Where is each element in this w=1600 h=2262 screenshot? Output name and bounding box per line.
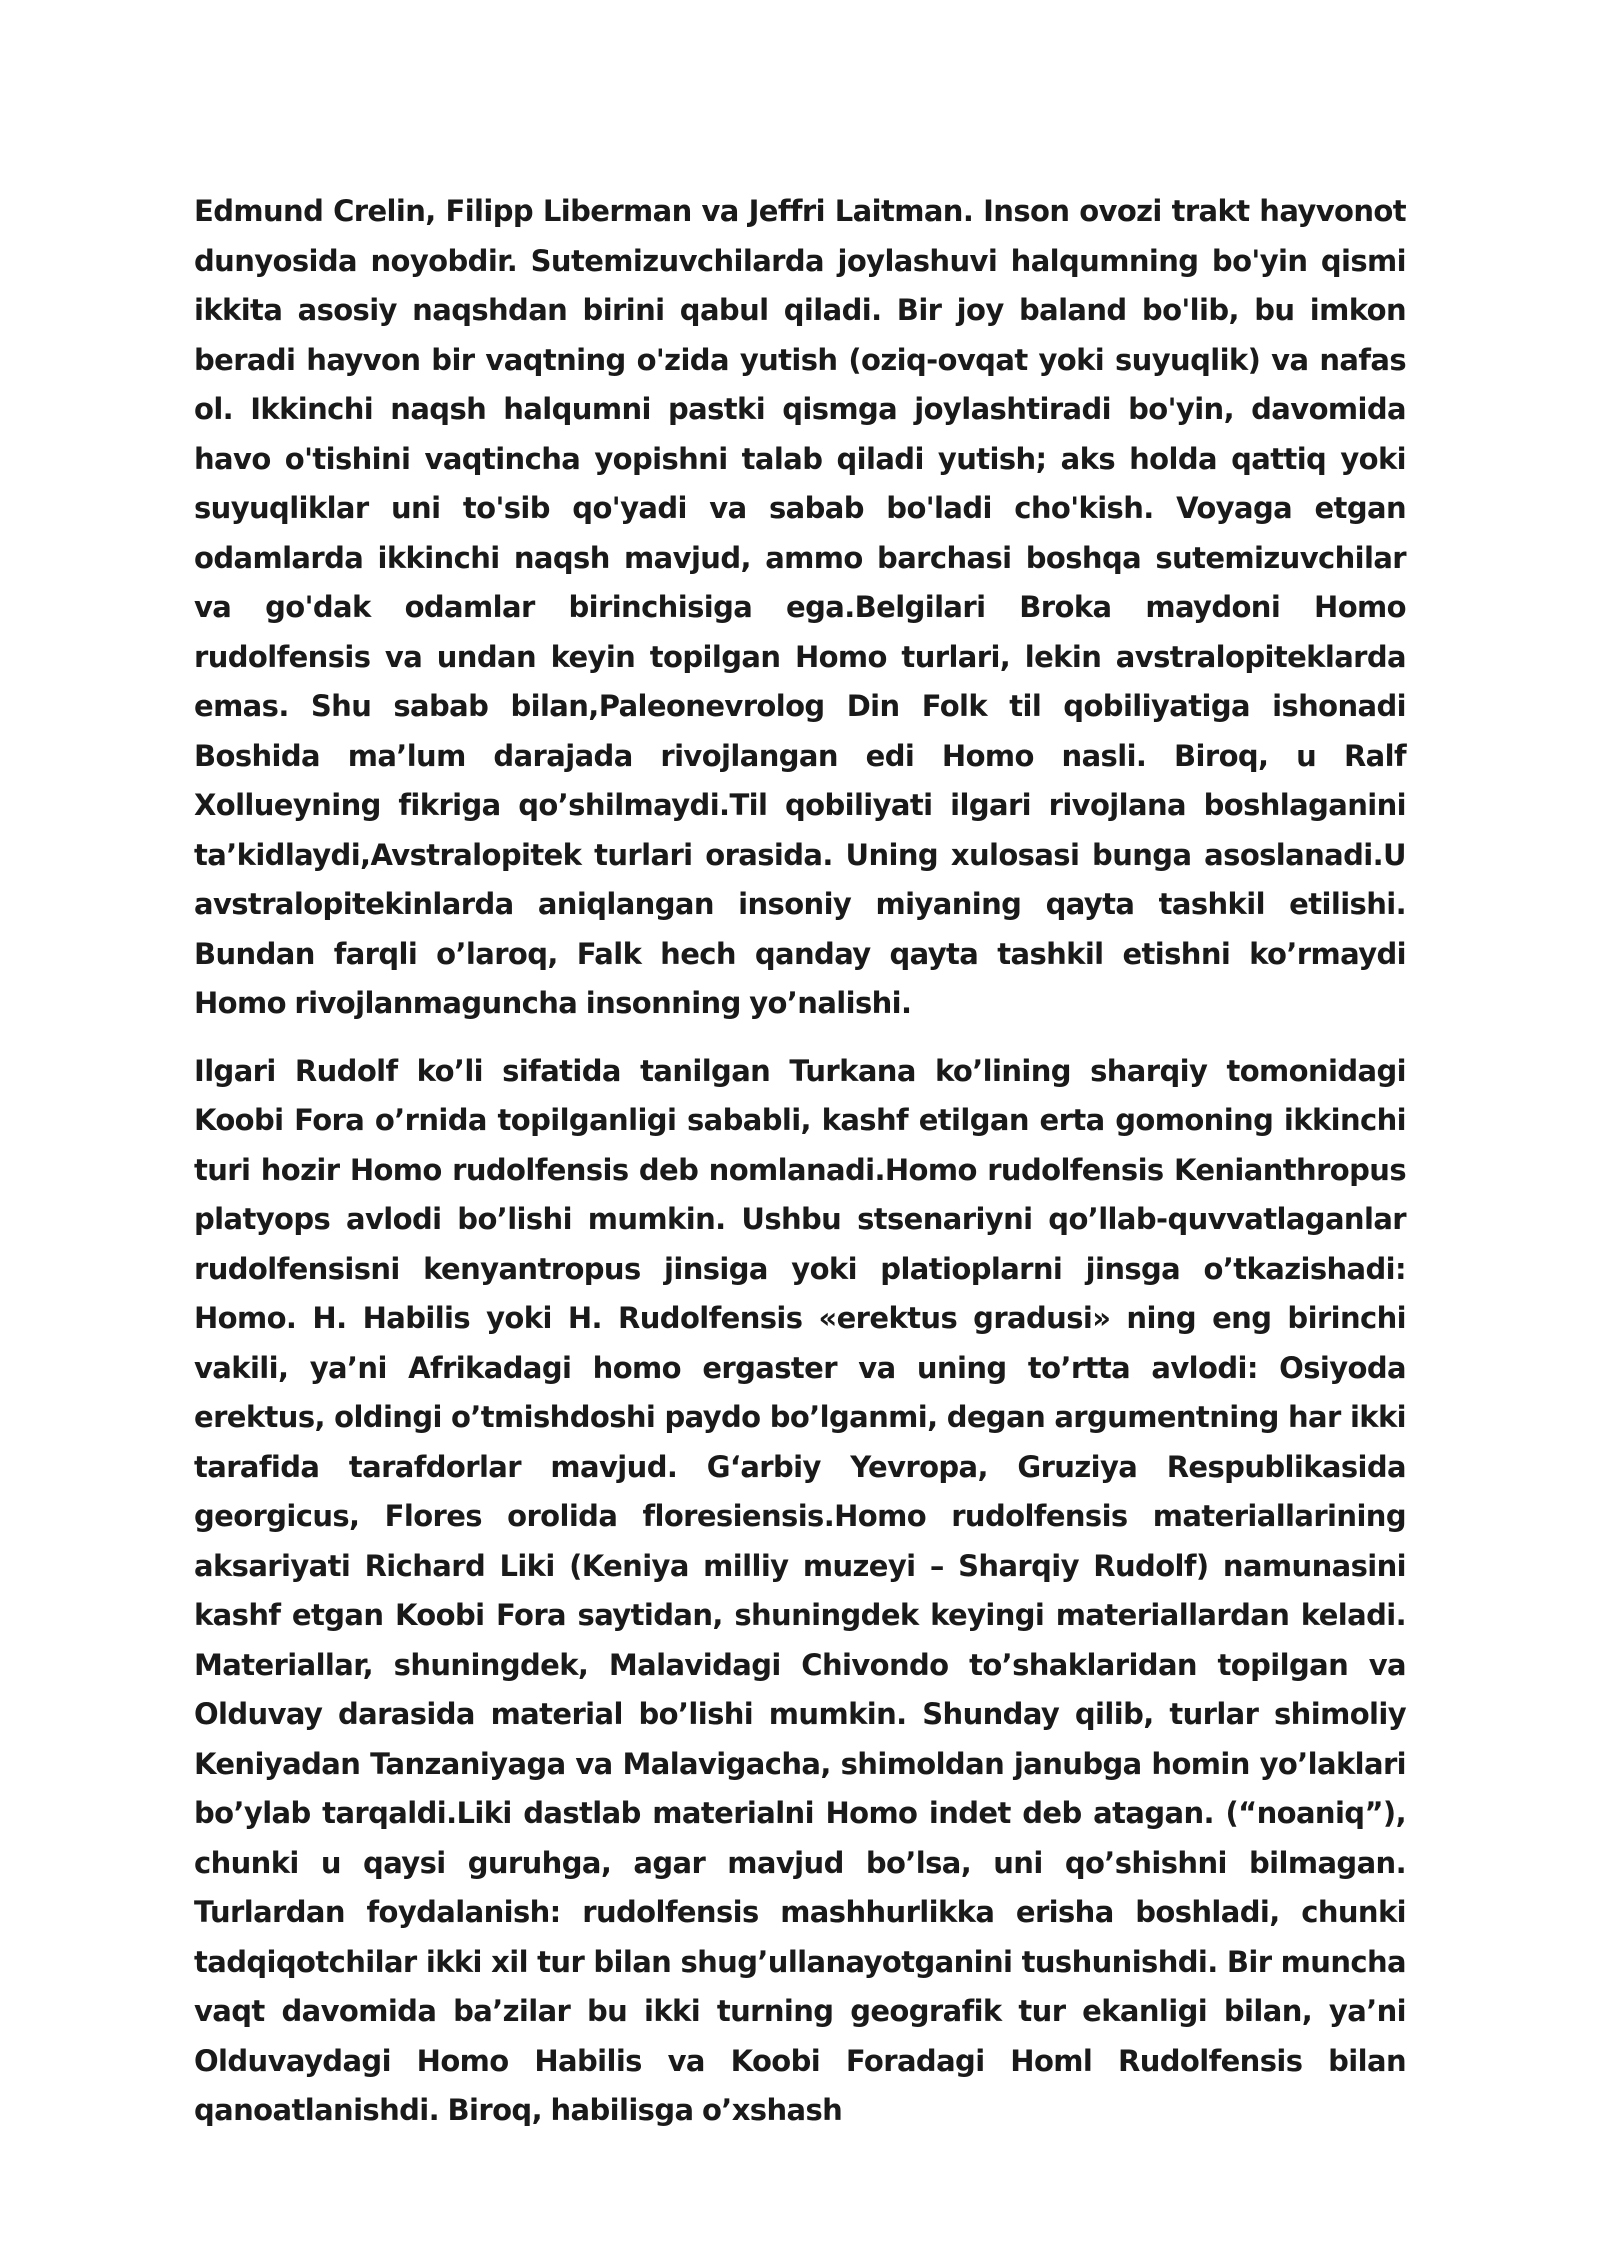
paragraph-1: Edmund Crelin, Filipp Liberman va Jeffri Laitman. Inson ovozi trakt hayvonot dunyosida noyobdir. Sutemizuvchilarda joylashuvi halqumning bo'yin qismi ikkita asosiy naqshdan birini qabul qiladi. Bir joy baland bo'lib, bu imkon beradi hayvon bir vaqtning o'zida yutish (oziq-ovqat yoki suyuqlik) va nafas ol. Ikkinchi naqsh halqumni pastki qismga joylashtiradi bo'yin, davomida havo o'tishini vaqtincha yopishni talab qiladi yutish; aks holda qattiq yoki suyuqliklar uni to'sib qo'yadi va sabab bo'ladi cho'kish. Voyaga etgan odamlarda ikkinchi naqsh mavjud, ammo barchasi boshqa sutemizuvchilar va go'dak odamlar birinchisiga ega.Belgilari Broka maydoni Homo rudolfensis va undan keyin topilgan Homo turlari, lekin avstralopiteklarda emas. Shu sabab bilan,Paleonevrolog Din Folk til qobiliyatiga ishonadi Boshida ma’lum darajada rivojlangan edi Homo nasli. Biroq, u Ralf Xollueyning fikriga qo’shilmaydi.Til qobiliyati ilgari rivojlana boshlaganini ta’kidlaydi,Avstralopitek turlari orasida. Uning xulosasi bunga asoslanadi.U avstralopitekinlarda aniqlangan insoniy miyaning qayta tashkil etilishi. Bundan farqli o’laroq, Falk hech qanday qayta tashkil etishni ko’rmaydi Homo rivojlanmaguncha insonning yo’nalishi. [194,194,1406,1020]
paragraph-2: Ilgari Rudolf ko’li sifatida tanilgan Turkana ko’lining sharqiy tomonidagi Koobi Fora o’rnida topilganligi sababli, kashf etilgan erta gomoning ikkinchi turi hozir Homo rudolfensis deb nomlanadi.Homo rudolfensis Kenianthropus platyops avlodi bo’lishi mumkin. Ushbu stsenariyni qo’llab-quvvatlaganlar rudolfensisni kenyantropus jinsiga yoki platioplarni jinsga o’tkazishadi: Homo. H. Habilis yoki H. Rudolfensis «erektus gradusi» ning eng birinchi vakili, ya’ni Afrikadagi homo ergaster va uning to’rtta avlodi: Osiyoda erektus, oldingi o’tmishdoshi paydo bo’lganmi, degan argumentning har ikki tarafida tarafdorlar mavjud. G‘arbiy Yevropa, Gruziya Respublikasida georgicus, Flores orolida floresiensis.Homo rudolfensis materiallarining aksariyati Richard Liki (Keniya milliy muzeyi – Sharqiy Rudolf) namunasini kashf etgan Koobi Fora saytidan, shuningdek keyingi materiallardan keladi. Materiallar, shuningdek, Malavidagi Chivondo to’shaklaridan topilgan va Olduvay darasida material bo’lishi mumkin. Shunday qilib, turlar shimoliy Keniyadan Tanzaniyaga va Malavigacha, shimoldan janubga homin yo’laklari bo’ylab tarqaldi.Liki dastlab materialni Homo indet deb atagan. (“noaniq”), chunki u qaysi guruhga, agar mavjud bo’lsa, uni qo’shishni bilmagan. Turlardan foydalanish: rudolfensis mashhurlikka erisha boshladi, chunki tadqiqotchilar ikki xil tur bilan shug’ullanayotganini tushunishdi. Bir muncha vaqt davomida ba’zilar bu ikki turning geografik tur ekanligi bilan, ya’ni Olduvaydagi Homo Habilis va Koobi Foradagi Homl Rudolfensis bilan qanoatlanishdi. Biroq, habilisga o’xshash [194,1053,1406,2127]
document-body [194,187,1406,2136]
